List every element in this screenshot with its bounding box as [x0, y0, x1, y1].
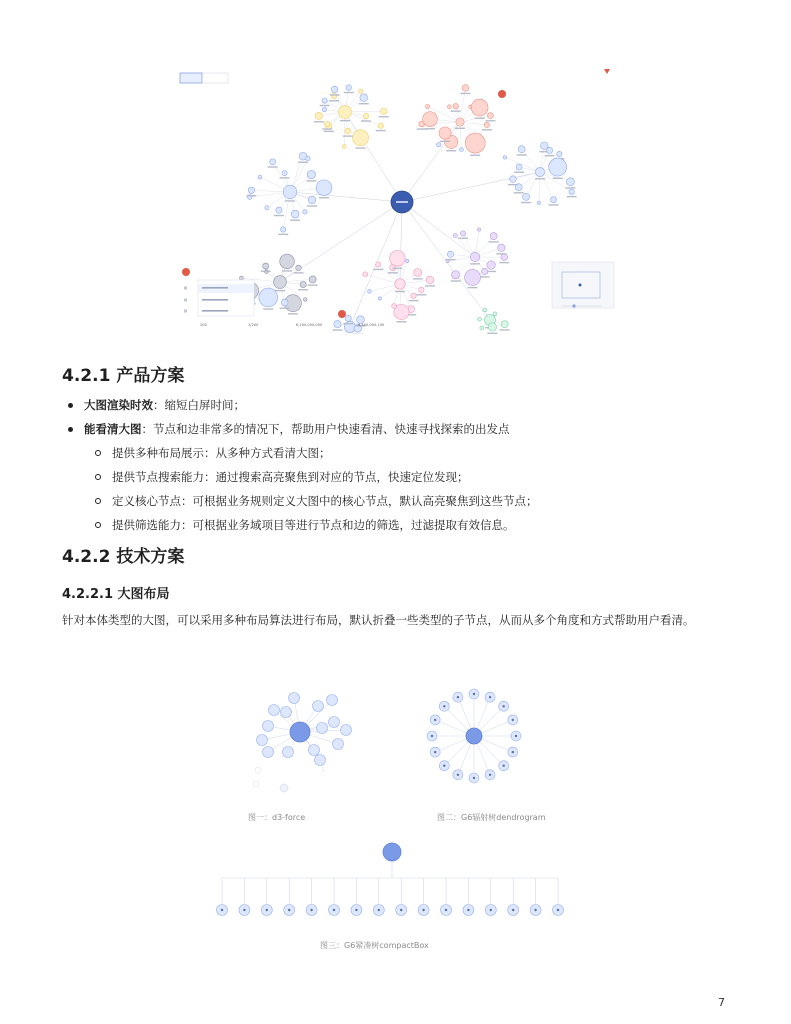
- alert-marker: [182, 268, 190, 276]
- dendro-node-dot: [434, 751, 436, 753]
- node-label: [307, 205, 317, 206]
- node-label: [261, 270, 271, 271]
- node-label: [388, 272, 398, 273]
- sub-list-item: 定义核心节点：可根据业务规则定义大图中的核心节点，默认高亮聚焦到这些节点；: [62, 489, 538, 513]
- dendro-node-dot: [434, 719, 436, 721]
- node-label: [521, 202, 531, 203]
- force-node: [281, 707, 292, 718]
- node-label: [373, 269, 383, 270]
- graph-node: [516, 164, 522, 170]
- stats-text: 1/200: [248, 323, 259, 327]
- node-label: [392, 268, 402, 269]
- graph-node: [339, 106, 352, 119]
- minimap-center: [579, 284, 582, 287]
- force-layout-figure: [238, 680, 378, 800]
- graph-node: [316, 180, 332, 196]
- node-label: [344, 92, 354, 93]
- graph-node: [501, 254, 508, 261]
- node-label: [553, 178, 563, 179]
- node-label: [425, 285, 435, 286]
- node-label: [361, 120, 371, 121]
- graph-node: [259, 288, 278, 307]
- graph-node: [462, 85, 469, 92]
- graph-node: [331, 86, 338, 93]
- graph-node: [306, 156, 310, 160]
- subsection-heading-layout: 4.2.2.1 大图布局: [62, 587, 170, 602]
- force-node: [263, 721, 274, 732]
- graph-node: [360, 94, 368, 102]
- graph-node: [270, 159, 276, 165]
- node-label: [356, 147, 366, 148]
- center-node-label: [396, 201, 408, 203]
- node-label: [451, 110, 461, 111]
- graph-node: [345, 128, 351, 134]
- stats-text: 6,400,000,100: [358, 323, 385, 327]
- graph-node: [535, 167, 544, 176]
- graph-node: [465, 269, 481, 285]
- graph-node: [248, 187, 254, 193]
- graph-node: [426, 105, 430, 109]
- graph-node: [439, 127, 451, 139]
- sub-list-item: 提供筛选能力：可根据业务域项目等进行节点和边的筛选，过滤提取有效信息。: [62, 513, 538, 537]
- compact-leaf-dot: [355, 909, 357, 911]
- view-tab-active: [180, 73, 202, 83]
- node-label: [263, 308, 273, 309]
- node-label: [308, 284, 318, 285]
- graph-node: [334, 321, 341, 328]
- node-label: [379, 116, 389, 117]
- force-node: [317, 723, 328, 734]
- graph-node: [483, 308, 487, 312]
- graph-node: [490, 233, 497, 240]
- node-label: [280, 307, 290, 308]
- stats-text: 200: [200, 323, 207, 327]
- dendro-node-dot: [443, 705, 445, 707]
- network-graph-canvas: [170, 62, 616, 334]
- dendro-center-node: [466, 728, 482, 744]
- dendro-node-dot: [512, 719, 514, 721]
- section-heading-product: 4.2.1 产品方案: [62, 366, 185, 386]
- compact-leaf-dot: [243, 909, 245, 911]
- compact-root-node: [383, 843, 401, 861]
- graph-node: [265, 206, 269, 210]
- graph-node: [453, 103, 459, 109]
- node-label: [409, 300, 419, 301]
- graph-node: [478, 317, 482, 321]
- dendrogram-figure: [408, 684, 546, 802]
- graph-node: [567, 178, 575, 186]
- node-label: [340, 120, 350, 121]
- node-label: [320, 105, 330, 106]
- force-node: [257, 735, 268, 746]
- force-node: [329, 717, 340, 728]
- list-item: 大图渲染时效：缩短白屏时间；: [62, 393, 538, 417]
- compact-box-canvas: [208, 838, 572, 924]
- graph-node: [488, 323, 496, 331]
- force-node-faded: [253, 781, 259, 787]
- graph-node: [557, 151, 562, 156]
- graph-node: [296, 265, 302, 271]
- dendrogram-canvas: [408, 684, 546, 802]
- dendro-node-dot: [457, 696, 459, 698]
- node-label: [445, 259, 455, 260]
- node-label: [440, 141, 450, 142]
- node-label: [485, 120, 495, 121]
- node-label: [455, 128, 465, 129]
- node-label: [396, 321, 406, 322]
- compact-leaf-dot: [288, 909, 290, 911]
- graph-node: [263, 263, 269, 269]
- force-node: [269, 705, 280, 716]
- graph-node: [345, 315, 351, 321]
- node-label: [322, 128, 332, 129]
- graph-node: [331, 93, 337, 99]
- node-label: [470, 155, 480, 156]
- graph-node: [353, 130, 369, 146]
- dendro-node-dot: [443, 764, 445, 766]
- node-label: [290, 220, 300, 221]
- graph-node: [307, 170, 315, 178]
- compact-leaf-dot: [467, 909, 469, 911]
- graph-node: [274, 276, 287, 289]
- graph-node: [376, 262, 381, 267]
- node-label: [458, 238, 468, 239]
- compact-leaf-dot: [557, 909, 559, 911]
- node-label: [567, 196, 577, 197]
- force-node: [315, 755, 326, 766]
- graph-node: [342, 145, 346, 149]
- side-tool-icon: [184, 310, 187, 313]
- node-label: [395, 291, 405, 292]
- node-label: [499, 262, 509, 263]
- graph-node: [303, 298, 307, 302]
- force-node: [309, 745, 320, 756]
- compact-leaf-dot: [310, 909, 312, 911]
- node-label: [475, 118, 485, 119]
- graph-node: [426, 276, 434, 284]
- graph-node: [291, 210, 299, 218]
- force-layout-canvas: [238, 680, 378, 800]
- force-node-faded: [280, 784, 288, 792]
- graph-node: [447, 105, 451, 109]
- compact-leaf-dot: [534, 909, 536, 911]
- node-label: [282, 270, 292, 271]
- graph-node: [281, 299, 288, 306]
- side-tool-icon: [184, 287, 187, 290]
- graph-node: [423, 112, 438, 127]
- figure-caption-3: 图三：G6紧凑树compactBox: [320, 941, 429, 950]
- node-label: [535, 178, 545, 179]
- graph-node: [276, 207, 282, 213]
- dendro-node-dot: [431, 735, 433, 737]
- dendro-node-dot: [489, 774, 491, 776]
- force-node: [283, 747, 294, 758]
- graph-node: [460, 231, 465, 236]
- node-label: [298, 162, 308, 163]
- node-label: [545, 155, 555, 156]
- graph-node: [378, 297, 381, 300]
- node-label: [343, 135, 353, 136]
- graph-node: [368, 290, 372, 294]
- graph-node: [390, 251, 406, 267]
- node-label: [332, 329, 342, 330]
- product-plan-list: [62, 393, 538, 537]
- node-label: [487, 333, 497, 334]
- compact-leaf-dot: [490, 909, 492, 911]
- force-center-node: [290, 722, 310, 742]
- force-node: [289, 693, 300, 704]
- dendro-node-dot: [473, 777, 475, 779]
- graph-node: [315, 112, 322, 119]
- graph-node: [550, 197, 556, 203]
- graph-node: [569, 189, 574, 194]
- graph-node: [487, 113, 493, 119]
- graph-node: [452, 271, 460, 279]
- graph-node: [537, 201, 541, 205]
- graph-node: [359, 89, 363, 93]
- network-graph-screenshot: [170, 62, 616, 334]
- compact-leaf-dot: [333, 909, 335, 911]
- graph-node: [481, 268, 487, 274]
- node-label: [293, 272, 303, 273]
- graph-node: [503, 156, 506, 159]
- graph-node: [363, 113, 369, 119]
- node-label: [470, 263, 480, 264]
- force-node: [263, 747, 274, 758]
- figure-caption-2: 图二：G6辐射树dendrogram: [437, 813, 546, 822]
- graph-node: [437, 143, 441, 147]
- compact-leaf-dot: [422, 909, 424, 911]
- node-label: [306, 180, 316, 181]
- graph-node: [522, 193, 529, 200]
- alert-marker: [498, 90, 506, 98]
- node-label: [278, 234, 288, 235]
- graph-node: [281, 227, 286, 232]
- graph-node: [510, 176, 517, 183]
- graph-node: [493, 312, 497, 316]
- graph-node: [465, 133, 485, 153]
- graph-node: [381, 108, 388, 115]
- graph-node: [453, 233, 457, 237]
- graph-node: [324, 121, 330, 127]
- graph-node: [518, 146, 525, 153]
- node-label: [319, 197, 329, 198]
- node-label: [489, 241, 499, 242]
- node-label: [376, 130, 386, 131]
- graph-node: [471, 99, 488, 116]
- dendro-node-dot: [502, 705, 504, 707]
- node-label: [413, 278, 423, 279]
- dendro-node-dot: [502, 764, 504, 766]
- graph-node: [322, 107, 326, 111]
- graph-node: [487, 261, 495, 269]
- node-label: [482, 129, 492, 130]
- compact-leaf-dot: [445, 909, 447, 911]
- stats-text: 6,100,000,000: [296, 323, 323, 327]
- graph-node: [406, 259, 409, 262]
- alert-marker: [338, 310, 346, 318]
- graph-node: [300, 281, 306, 287]
- node-label: [500, 329, 510, 330]
- graph-node: [239, 276, 243, 280]
- compact-leaf-dot: [266, 909, 268, 911]
- node-label: [451, 280, 461, 281]
- node-label: [275, 290, 285, 291]
- node-label: [514, 192, 524, 193]
- graph-node: [459, 148, 463, 152]
- figure-caption-1: 图一：d3-force: [248, 813, 306, 822]
- force-node: [341, 725, 352, 736]
- dendro-node-dot: [515, 735, 517, 737]
- graph-node: [498, 244, 505, 251]
- compact-leaf-dot: [400, 909, 402, 911]
- graph-node: [392, 304, 397, 309]
- node-label: [288, 313, 298, 314]
- node-label: [565, 187, 575, 188]
- graph-node: [309, 276, 316, 283]
- graph-node: [308, 196, 316, 204]
- sub-list-item: 提供多种布局展示：从多种方式看清大图；: [62, 441, 538, 465]
- node-label: [330, 94, 340, 95]
- dendro-node-dot: [512, 751, 514, 753]
- graph-node: [477, 228, 480, 231]
- graph-node: [470, 252, 479, 261]
- node-label: [460, 93, 470, 94]
- node-label: [274, 215, 284, 216]
- node-label: [324, 131, 334, 132]
- graph-node: [303, 210, 307, 214]
- graph-node: [484, 122, 489, 127]
- graph-node: [501, 321, 508, 328]
- node-label: [246, 195, 256, 196]
- force-node: [333, 739, 344, 750]
- node-label: [446, 150, 456, 151]
- node-label: [508, 184, 518, 185]
- graph-node: [378, 123, 383, 128]
- dendro-node-dot: [473, 693, 475, 695]
- node-label: [329, 100, 339, 101]
- zoom-slider-thumb: [572, 304, 575, 307]
- node-label: [468, 287, 478, 288]
- node-label: [280, 177, 290, 178]
- node-label: [496, 253, 506, 254]
- graph-node: [395, 279, 406, 290]
- node-label: [285, 200, 295, 201]
- graph-node: [414, 268, 422, 276]
- force-node: [313, 701, 324, 712]
- layout-paragraph: 针对本体类型的大图，可以采用多种布局算法进行布局，默认折叠一些类型的子节点，从而从多个角度和方式帮助用户看清。: [62, 613, 695, 627]
- graph-node: [447, 251, 453, 257]
- node-label: [514, 172, 524, 173]
- dendro-node-dot: [489, 696, 491, 698]
- compact-leaf-dot: [512, 909, 514, 911]
- compact-leaf-dot: [378, 909, 380, 911]
- node-label: [416, 294, 426, 295]
- node-label: [359, 103, 369, 104]
- node-label: [480, 276, 490, 277]
- graph-node: [363, 272, 368, 277]
- force-node: [327, 695, 338, 706]
- node-label: [548, 204, 558, 205]
- graph-node: [258, 175, 262, 179]
- graph-node: [411, 293, 416, 298]
- graph-node: [549, 158, 567, 176]
- context-menu-item: [202, 310, 228, 312]
- node-label: [343, 323, 353, 324]
- graph-node: [419, 287, 424, 292]
- graph-node: [282, 171, 287, 176]
- force-node-faded: [255, 767, 261, 773]
- node-label: [517, 154, 527, 155]
- node-label: [425, 128, 435, 129]
- graph-node: [280, 254, 295, 269]
- minimap: [552, 262, 614, 308]
- context-menu-item: [202, 299, 228, 301]
- section-heading-tech: 4.2.2 技术方案: [62, 547, 185, 567]
- compact-leaf-dot: [221, 909, 223, 911]
- graph-node: [456, 118, 464, 126]
- node-label: [268, 166, 278, 167]
- graph-node: [283, 185, 297, 199]
- list-item: 能看清大图：节点和边非常多的情况下，帮助用户快速看清、快速寻找探索的出发点: [62, 417, 538, 441]
- compact-box-figure: [208, 838, 572, 924]
- node-label: [298, 289, 308, 290]
- node-label: [314, 121, 324, 122]
- dendro-node-dot: [457, 774, 459, 776]
- graph-node: [346, 85, 351, 90]
- context-menu-item: [202, 287, 228, 289]
- graph-node: [547, 147, 553, 153]
- graph-node: [480, 326, 484, 330]
- page-number: 7: [718, 996, 725, 1009]
- sub-list-item: 提供节点搜索能力：通过搜索高亮聚焦到对应的节点，快速定位发现；: [62, 465, 538, 489]
- graph-node: [322, 98, 327, 103]
- side-tool-icon: [184, 299, 187, 302]
